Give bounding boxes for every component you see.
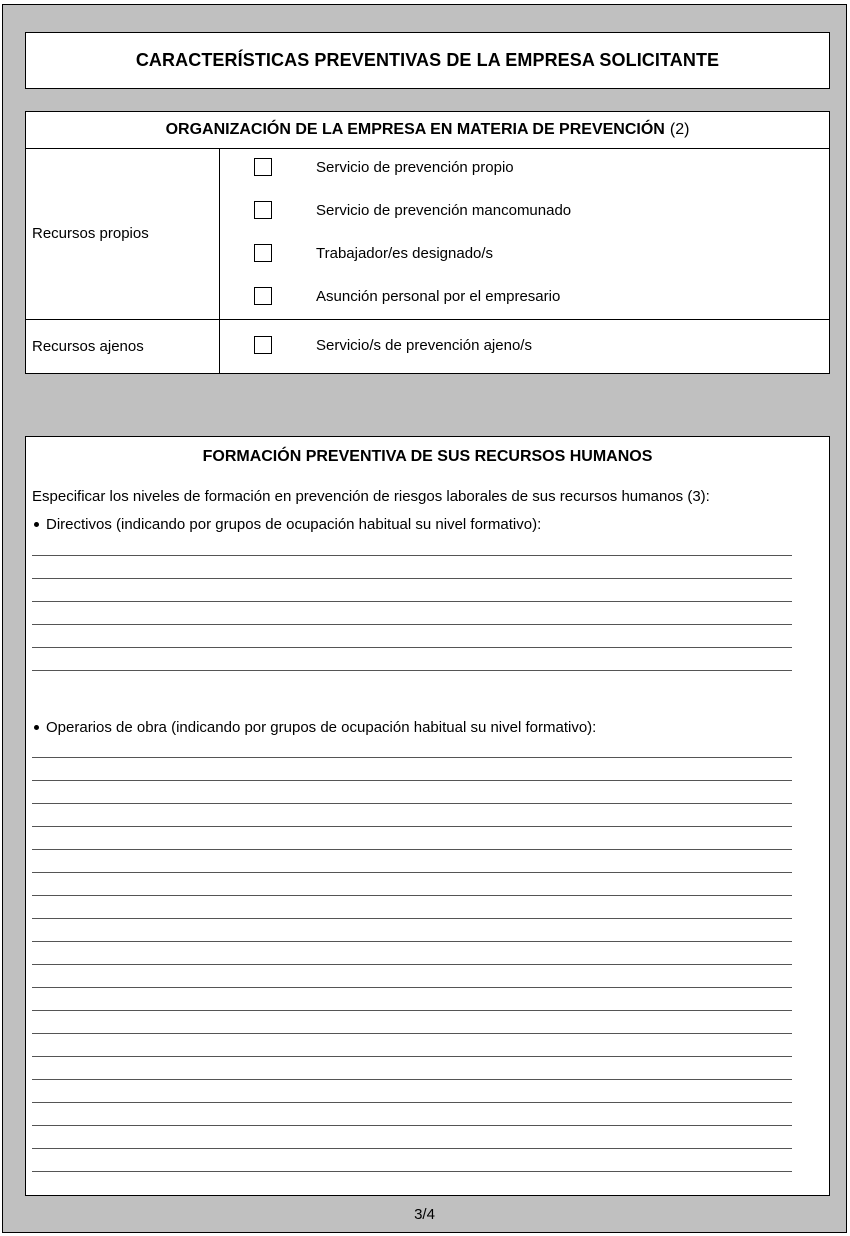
answer-line[interactable] bbox=[32, 1125, 792, 1126]
answer-line[interactable] bbox=[32, 555, 792, 556]
answer-line[interactable] bbox=[32, 1079, 792, 1080]
answer-line[interactable] bbox=[32, 1148, 792, 1149]
answer-line[interactable] bbox=[32, 895, 792, 896]
answer-line[interactable] bbox=[32, 826, 792, 827]
title-box bbox=[25, 32, 830, 89]
training-section bbox=[25, 436, 830, 1196]
option-designated-workers-label: Trabajador/es designado/s bbox=[316, 244, 494, 262]
checkbox-joint-service[interactable] bbox=[254, 201, 272, 219]
organization-section bbox=[25, 111, 830, 374]
answer-line[interactable] bbox=[32, 624, 792, 625]
answer-line[interactable] bbox=[32, 803, 792, 804]
answer-line[interactable] bbox=[32, 1010, 792, 1011]
workers-item bbox=[32, 719, 596, 736]
directors-label: Directivos (indicando por grupos de ocupación habitual su nivel formativo): bbox=[46, 516, 542, 533]
answer-line[interactable] bbox=[32, 757, 792, 758]
answer-line[interactable] bbox=[32, 670, 792, 671]
answer-line[interactable] bbox=[32, 872, 792, 873]
organization-heading-text: ORGANIZACIÓN DE LA EMPRESA EN MATERIA DE PREVENCIÓN bbox=[165, 121, 665, 138]
option-employer-assumption[interactable] bbox=[254, 286, 560, 306]
directors-item bbox=[32, 516, 541, 533]
page-number: 3/4 bbox=[414, 1206, 435, 1223]
bullet-icon bbox=[34, 725, 39, 730]
form-page bbox=[2, 4, 847, 1233]
organization-heading-ref: (2) bbox=[669, 121, 690, 138]
workers-label: Operarios de obra (indicando por grupos de ocupación habitual su nivel formativo): bbox=[46, 719, 597, 736]
answer-line[interactable] bbox=[32, 1056, 792, 1057]
answer-line[interactable] bbox=[32, 1171, 792, 1172]
option-external-service-label: Servicio/s de prevención ajeno/s bbox=[316, 336, 532, 354]
option-joint-service-label: Servicio de prevención mancomunado bbox=[316, 201, 572, 219]
option-own-service-label: Servicio de prevención propio bbox=[316, 158, 514, 176]
option-external-service[interactable] bbox=[254, 335, 532, 355]
answer-line[interactable] bbox=[32, 578, 792, 579]
own-resources-label: Recursos propios bbox=[26, 148, 220, 319]
answer-line[interactable] bbox=[32, 849, 792, 850]
option-employer-assumption-label: Asunción personal por el empresario bbox=[316, 287, 561, 305]
external-resources-label: Recursos ajenos bbox=[26, 319, 220, 373]
training-heading: FORMACIÓN PREVENTIVA DE SUS RECURSOS HUMANOS bbox=[202, 448, 653, 465]
checkbox-external-service[interactable] bbox=[254, 336, 272, 354]
answer-line[interactable] bbox=[32, 918, 792, 919]
answer-line[interactable] bbox=[32, 1033, 792, 1034]
checkbox-designated-workers[interactable] bbox=[254, 244, 272, 262]
checkbox-employer-assumption[interactable] bbox=[254, 287, 272, 305]
answer-line[interactable] bbox=[32, 964, 792, 965]
answer-line[interactable] bbox=[32, 647, 792, 648]
answer-line[interactable] bbox=[32, 601, 792, 602]
option-own-service[interactable] bbox=[254, 157, 514, 177]
bullet-icon bbox=[34, 522, 39, 527]
organization-heading bbox=[26, 112, 829, 149]
option-joint-service[interactable] bbox=[254, 200, 571, 220]
answer-line[interactable] bbox=[32, 987, 792, 988]
answer-line[interactable] bbox=[32, 780, 792, 781]
training-instruction: Especificar los niveles de formación en prevención de riesgos laborales de sus recursos humanos (3): bbox=[32, 488, 710, 505]
external-resources-row bbox=[26, 319, 829, 373]
checkbox-own-service[interactable] bbox=[254, 158, 272, 176]
answer-line[interactable] bbox=[32, 1102, 792, 1103]
answer-line[interactable] bbox=[32, 941, 792, 942]
page-title: CARACTERÍSTICAS PREVENTIVAS DE LA EMPRESA SOLICITANTE bbox=[135, 50, 720, 70]
own-resources-row bbox=[26, 148, 829, 320]
option-designated-workers[interactable] bbox=[254, 243, 493, 263]
